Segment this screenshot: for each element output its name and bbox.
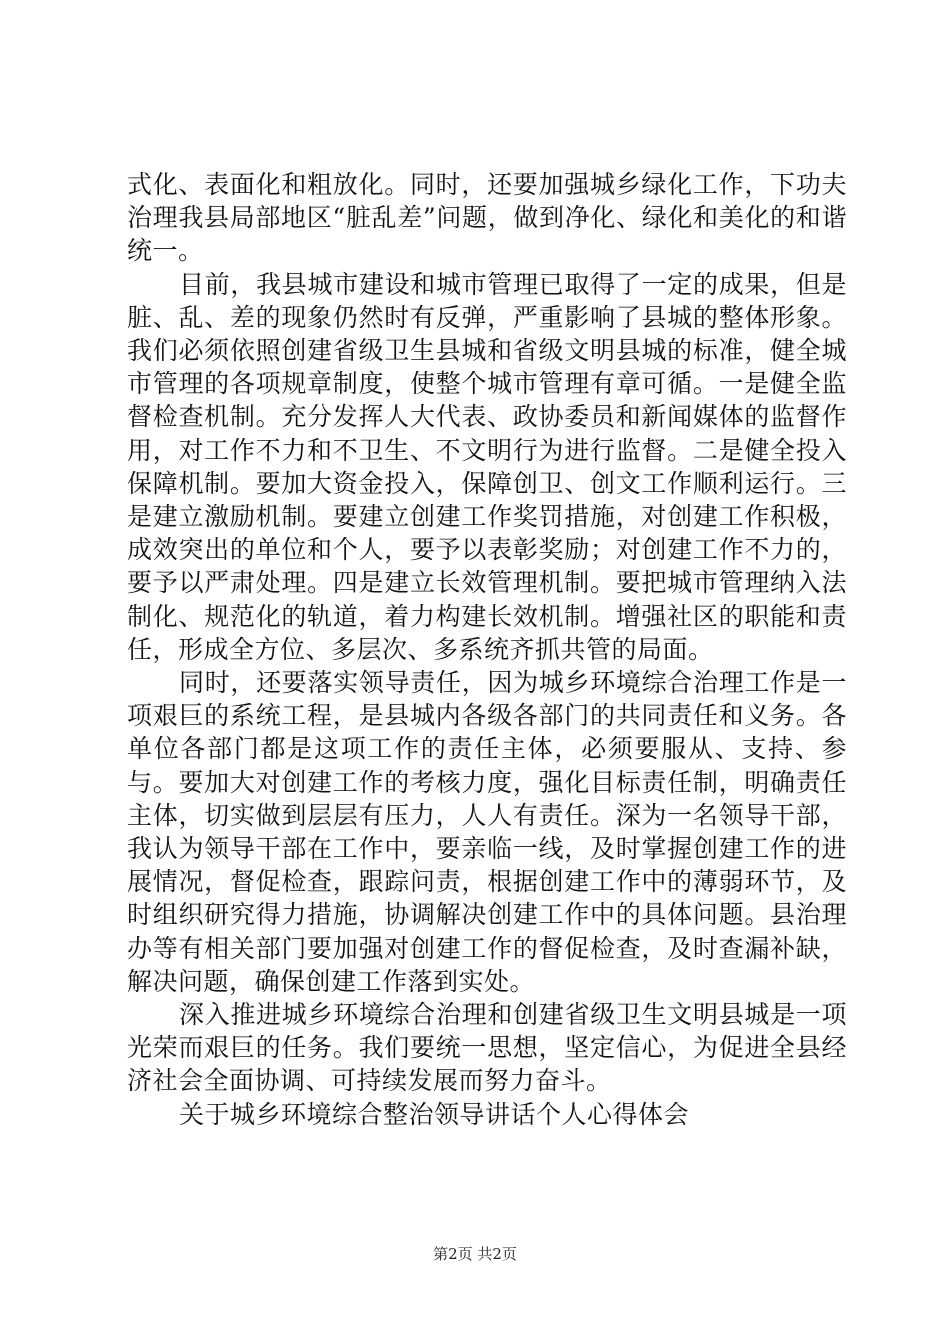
document-title-line: 关于城乡环境综合整治领导讲话个人心得体会 bbox=[179, 1099, 690, 1129]
paragraph-continuation: 式化、表面化和粗放化。同时，还要加强城乡绿化工作，下功夫治理我县局部地区“脏乱差”问题，做到净化、绿化和美化的和谐统一。 bbox=[127, 170, 847, 266]
paragraph-leadership-responsibility: 同时，还要落实领导责任，因为城乡环境综合治理工作是一项艰巨的系统工程，是县城内各级各部门的共同责任和义务。各单位各部门都是这项工作的责任主体，必须要服从、支持、参与。要加大对创建工作的考核力度，强化目标责任制，明确责任主体，切实做到层层有压力，人人有责任。深为一名领导干部，我认为领导干部在工作中，要亲临一线，及时掌握创建工作的进展情况，督促检查，跟踪问责，根据创建工作中的薄弱环节，及时组织研究得力措施，协调解决创建工作中的具体问题。县治理办等有相关部门要加强对创建工作的督促检查，及时查漏补缺，解决问题，确保创建工作落到实处。 bbox=[127, 668, 847, 996]
paragraph-city-management: 目前，我县城市建设和城市管理已取得了一定的成果，但是脏、乱、差的现象仍然时有反弹，严重影响了县城的整体形象。我们必须依照创建省级卫生县城和省级文明县城的标准，健全城市管理的各项规章制度，使整个城市管理有章可循。一是健全监督检查机制。充分发挥人大代表、政协委员和新闻媒体的监督作用，对工作不力和不卫生、不文明行为进行监督。二是健全投入保障机制。要加大资金投入，保障创卫、创文工作顺利运行。三是建立激励机制。要建立创建工作奖罚措施，对创建工作积极，成效突出的单位和个人，要予以表彰奖励；对创建工作不力的，要予以严肃处理。四是建立长效管理机制。要把城市管理纳入法制化、规范化的轨道，着力构建长效机制。增强社区的职能和责任，形成全方位、多层次、多系统齐抓共管的局面。 bbox=[127, 269, 847, 664]
document-body bbox=[127, 168, 847, 1131]
paragraph-conclusion: 深入推进城乡环境综合治理和创建省级卫生文明县城是一项光荣而艰巨的任务。我们要统一思想，坚定信心，为促进全县经济社会全面协调、可持续发展而努力奋斗。 bbox=[127, 1000, 847, 1096]
page-number-footer: 第2页 共2页 bbox=[433, 1245, 517, 1263]
